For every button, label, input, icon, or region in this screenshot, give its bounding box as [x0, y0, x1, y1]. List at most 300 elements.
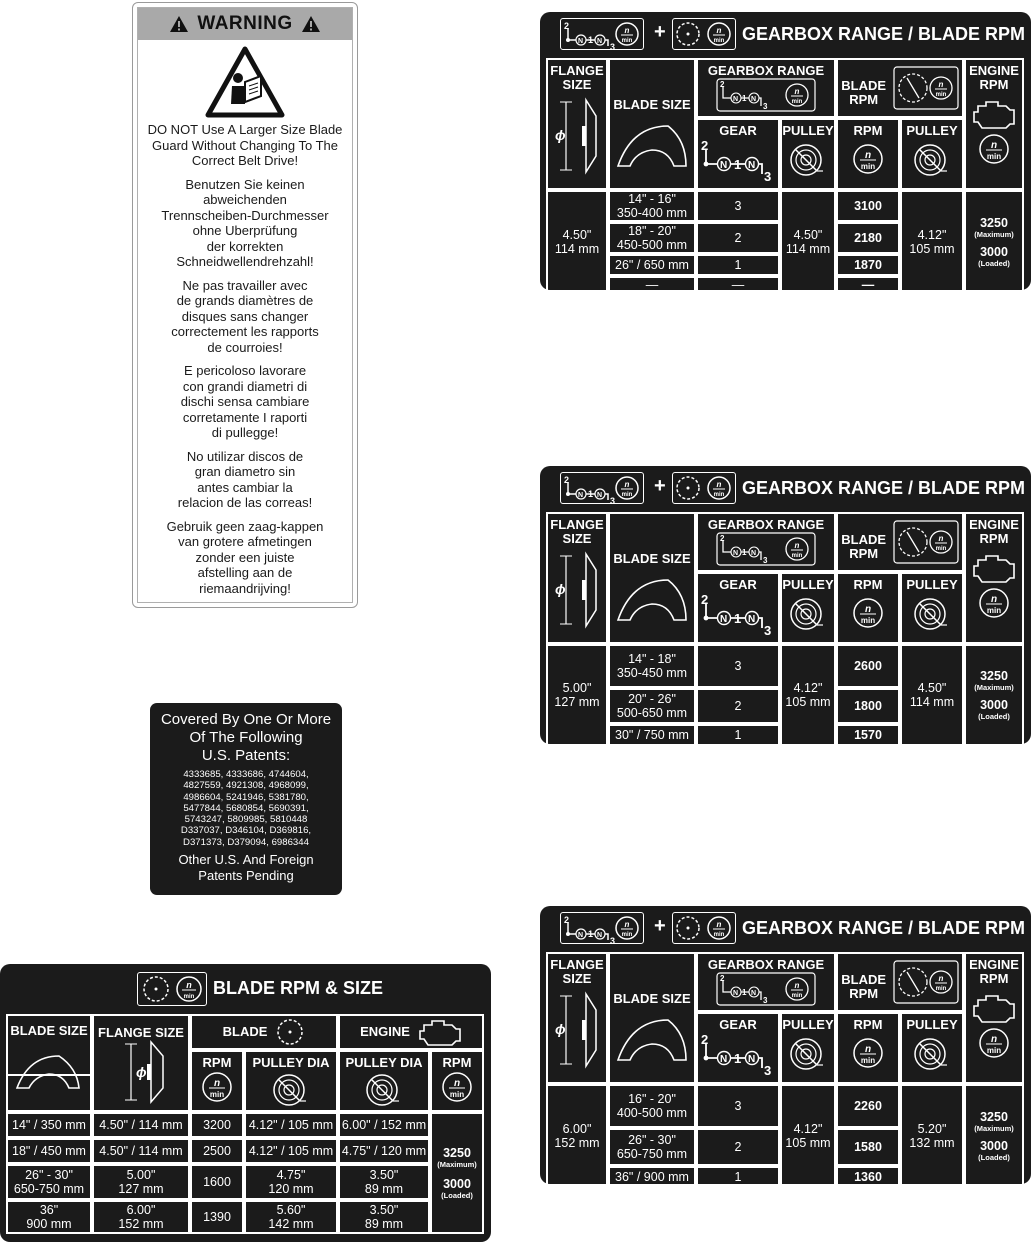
gear-value: 2 [696, 1128, 780, 1166]
rpm-icon-min: min [621, 38, 633, 44]
gear-label-one: 1 [588, 929, 594, 939]
engine-rpm-loaded-label: (Loaded) [978, 712, 1010, 721]
rpm-icon-n: n [213, 1078, 221, 1089]
gearbox-range-header [696, 952, 836, 1012]
warning-paragraph-en: DO NOT Use A Larger Size Blade Guard Without Changing To The Correct Belt Drive! [147, 122, 343, 168]
rpm-header [836, 572, 900, 644]
flange-size-value: 4.50" / 114 mm [92, 1138, 190, 1164]
gear-label-two: 2 [564, 21, 570, 31]
flange-size-header [546, 58, 608, 190]
rpm-label: RPM [202, 1055, 232, 1070]
blade-guard-icon [614, 120, 690, 170]
patent-decal [150, 703, 342, 895]
engine-pulley-header [338, 1050, 430, 1112]
blade-rpm-value: 3100 [836, 190, 900, 222]
engine-rpm-header [964, 952, 1024, 1084]
diameter-symbol: ϕ [136, 1064, 147, 1080]
gear-label-three: 3 [764, 623, 772, 636]
engine-icon [972, 550, 1016, 586]
plus-sign: + [654, 21, 666, 43]
blade-pulley-value: 4.50" 114 mm [900, 644, 964, 746]
engine-rpm-max: 3250 [980, 1110, 1008, 1124]
gear-label-two: 2 [564, 475, 570, 485]
blade-rpm-value: 1570 [836, 724, 900, 746]
rpm-icon-n: n [794, 87, 800, 96]
blade-rpm-label: BLADE RPM [841, 972, 887, 1001]
blade-guard-icon [614, 574, 690, 624]
rpm-icon-n: n [990, 1034, 998, 1045]
gear-label-one: 1 [742, 988, 747, 997]
pulley-icon [786, 138, 830, 182]
rpm-icon [614, 21, 640, 47]
rpm-header [836, 118, 900, 190]
blade-rpm-value: 2260 [836, 1084, 900, 1128]
flange-size-value: 6.00" 152 mm [546, 1084, 608, 1188]
engine-pulley-value: 3.50" 89 mm [338, 1164, 430, 1200]
rpm-label: RPM [853, 123, 883, 138]
gearbox-range-label: GEARBOX RANGE [707, 957, 825, 972]
rpm-header [836, 1012, 900, 1084]
engine-rpm-header [430, 1050, 484, 1112]
blade-size-icon-cell [6, 1014, 92, 1112]
pulley-label: PULLEY [906, 1017, 958, 1032]
gear-pulley-value: 4.12" 105 mm [780, 644, 836, 746]
blade-size-label: BLADE SIZE [613, 991, 691, 1006]
gear-header [696, 118, 780, 190]
blade-icon [674, 914, 702, 942]
patent-footer: Other U.S. And Foreign Patents Pending [178, 852, 314, 883]
engine-rpm-max: 3250 [980, 216, 1008, 230]
gear-label-one: 1 [588, 35, 594, 45]
flange-icon [552, 550, 602, 630]
rpm-icon-n: n [624, 26, 630, 35]
rpm-icon [200, 1070, 234, 1104]
warning-triangle-icon [301, 15, 321, 33]
blade-rpm-icon [893, 66, 959, 114]
gear-label-neutral: N [578, 38, 584, 45]
flange-icon [552, 990, 602, 1070]
flange-size-header [92, 1014, 190, 1112]
gear-label-neutral: N [597, 492, 603, 499]
gear-label: GEAR [719, 577, 757, 592]
flange-size-label: FLANGE SIZE [550, 63, 604, 92]
warning-header [138, 8, 352, 40]
flange-size-value: 5.00" 127 mm [546, 644, 608, 746]
rpm-icon-min: min [935, 986, 947, 992]
blade-pulley-value: 4.12" / 105 mm [244, 1112, 338, 1138]
gear-label-two: 2 [701, 592, 709, 607]
engine-rpm-label: ENGINE RPM [969, 957, 1019, 986]
blade-size-value: 14" / 350 mm [6, 1112, 92, 1138]
blade-rpm-value: 1870 [836, 254, 900, 276]
rpm-icon [976, 586, 1012, 622]
blade-rpm-value: 3200 [190, 1112, 244, 1138]
rpm-icon-min: min [713, 492, 725, 498]
rpm-icon-min: min [986, 152, 1002, 161]
engine-label: ENGINE [360, 1024, 410, 1039]
pulley-label: PULLEY [782, 1017, 834, 1032]
engine-icon [972, 990, 1016, 1026]
engine-rpm-loaded-label: (Loaded) [441, 1191, 473, 1200]
flange-size-label: FLANGE SIZE [550, 517, 604, 546]
blade-rpm-size-title: BLADE RPM & SIZE [213, 978, 384, 998]
rpm-icon [440, 1070, 474, 1104]
blade-pulley-header [900, 118, 964, 190]
gear-value: 3 [696, 190, 780, 222]
engine-rpm-max-label: (Maximum) [437, 1160, 477, 1169]
engine-rpm-max-label: (Maximum) [974, 683, 1014, 692]
gear-shift-icon [700, 592, 776, 636]
gearbox-range-header [696, 58, 836, 118]
pulley-icon [786, 592, 830, 636]
blade-rpm-label: BLADE RPM [841, 532, 887, 561]
blade-pulley-value: 4.75" 120 mm [244, 1164, 338, 1200]
engine-rpm-value [964, 644, 1024, 746]
rpm-icon-n: n [990, 140, 998, 151]
pulley-icon [269, 1070, 313, 1110]
rpm-icon-min: min [713, 932, 725, 938]
rpm-icon-min: min [860, 616, 876, 625]
gear-label-two: 2 [720, 534, 725, 543]
engine-pulley-value: 4.75" / 120 mm [338, 1138, 430, 1164]
rpm-icon-n: n [990, 594, 998, 605]
gear-label-neutral: N [748, 160, 756, 171]
pulley-dia-label: PULLEY DIA [252, 1055, 330, 1070]
rpm-icon-n: n [864, 1044, 872, 1055]
blade-guard-icon [13, 1052, 85, 1092]
gear-value: 3 [696, 644, 780, 688]
warning-text [138, 122, 352, 596]
blade-size-value: 26" - 30" 650-750 mm [6, 1164, 92, 1200]
engine-rpm-value [430, 1112, 484, 1234]
gearbox-range-icon [711, 78, 821, 114]
gear-shift-icon [700, 138, 776, 182]
blade-pulley-value: 5.20" 132 mm [900, 1084, 964, 1188]
gear-label-three: 3 [764, 169, 772, 182]
rpm-icon [850, 142, 886, 178]
rpm-icon-n: n [938, 534, 944, 543]
engine-rpm-value [964, 1084, 1024, 1188]
gear-label-three: 3 [763, 102, 768, 111]
engine-pulley-value: 3.50" 89 mm [338, 1200, 430, 1234]
blade-size-label: BLADE SIZE [613, 551, 691, 566]
engine-rpm-max-label: (Maximum) [974, 230, 1014, 239]
engine-rpm-loaded: 3000 [443, 1177, 471, 1191]
gear-label-two: 2 [564, 915, 570, 925]
flange-size-value: 6.00" 152 mm [92, 1200, 190, 1234]
patent-numbers: 4333685, 4333686, 4744604, 4827559, 4921308, 4968099, 4986604, 5241946, 5381780, 5477844, 5680854, 5690391, 5743247, 5809985, 5810448 D337037, D346104, D369816, D371373, D379094, 6986344 [180, 769, 312, 848]
blade-rpm-header [190, 1050, 244, 1112]
rpm-icon-min: min [183, 994, 195, 1000]
gear-label-three: 3 [763, 996, 768, 1005]
gearbox-range-icon [711, 532, 821, 568]
gear-value: 2 [696, 688, 780, 724]
pulley-icon [362, 1070, 406, 1110]
rpm-icon [850, 1036, 886, 1072]
engine-icon [418, 1017, 462, 1047]
blade-label: BLADE [222, 1024, 268, 1039]
blade-rpm-value: 2600 [836, 644, 900, 688]
gear-label-neutral: N [733, 550, 739, 557]
gear-label-three: 3 [764, 1063, 772, 1076]
gear-value: 2 [696, 222, 780, 254]
warning-decal [132, 2, 358, 608]
gear-label-neutral: N [748, 614, 756, 625]
gear-pulley-value: 4.50" 114 mm [780, 190, 836, 294]
gear-label-neutral: N [578, 932, 584, 939]
gear-header [696, 572, 780, 644]
warning-title: WARNING [197, 13, 293, 34]
gear-label-one: 1 [734, 1051, 742, 1066]
rpm-icon-min: min [986, 1046, 1002, 1055]
blade-size-value: 18" / 450 mm [6, 1138, 92, 1164]
blade-size-header [608, 952, 696, 1084]
rpm-icon-n: n [716, 920, 722, 929]
gear-label-two: 2 [720, 80, 725, 89]
engine-rpm-label: ENGINE RPM [969, 517, 1019, 546]
rpm-icon [706, 915, 732, 941]
rpm-icon-min: min [935, 546, 947, 552]
engine-rpm-max-label: (Maximum) [974, 1124, 1014, 1133]
pulley-icon [910, 592, 954, 636]
rpm-label: RPM [853, 577, 883, 592]
blade-size-value: 36" / 900 mm [608, 1166, 696, 1188]
gearbox-title: GEARBOX RANGE / BLADE RPM [742, 918, 1026, 938]
rpm-icon-min: min [791, 553, 803, 559]
engine-rpm-loaded-label: (Loaded) [978, 1153, 1010, 1162]
blade-size-value: 30" / 750 mm [608, 724, 696, 746]
gear-label-neutral: N [597, 932, 603, 939]
gear-label-neutral: N [751, 990, 757, 997]
rpm-icon-min: min [860, 1056, 876, 1065]
gear-label-neutral: N [751, 96, 757, 103]
gear-label-one: 1 [734, 611, 742, 626]
rpm-icon-n: n [624, 480, 630, 489]
gear-label: GEAR [719, 1017, 757, 1032]
rpm-icon-n: n [794, 981, 800, 990]
blade-size-value: 14" - 16" 350-400 mm [608, 190, 696, 222]
gear-pulley-header [780, 1012, 836, 1084]
gear-label-one: 1 [742, 548, 747, 557]
rpm-icon-n: n [794, 541, 800, 550]
pulley-label: PULLEY [782, 123, 834, 138]
gear-label-three: 3 [610, 42, 616, 52]
rpm-icon-n: n [716, 26, 722, 35]
gearbox-decal [540, 906, 1031, 1184]
engine-rpm-value [964, 190, 1024, 294]
rpm-icon-n: n [938, 974, 944, 983]
blade-pulley-value: 4.12" / 105 mm [244, 1138, 338, 1164]
blade-pulley-header [900, 572, 964, 644]
warning-paragraph-de: Benutzen Sie keinen abweichenden Trennscheiben-Durchmesser ohne Uberprüfung der korrekten Schneidwellendrehzahl! [161, 176, 329, 269]
rpm-icon-min: min [621, 932, 633, 938]
gear-label-neutral: N [733, 96, 739, 103]
rpm-label: RPM [853, 1017, 883, 1032]
rpm-icon-n: n [716, 480, 722, 489]
blade-pulley-header [900, 1012, 964, 1084]
gear-value: 3 [696, 1084, 780, 1128]
gear-label-neutral: N [720, 1054, 728, 1065]
blade-rpm-label: BLADE RPM [841, 78, 887, 107]
rpm-icon [614, 915, 640, 941]
rpm-icon [976, 1026, 1012, 1062]
engine-rpm-max: 3250 [443, 1146, 471, 1160]
blade-size-value: 36" 900 mm [6, 1200, 92, 1234]
engine-rpm-header [964, 512, 1024, 644]
gear-label-two: 2 [701, 1032, 709, 1047]
warning-paragraph-it: E pericoloso lavorare con grandi diametri di dischi sensa cambiare corretamente I raporti di pullegge! [180, 363, 310, 440]
blade-size-value: 20" - 26" 500-650 mm [608, 688, 696, 724]
blade-rpm-header [836, 512, 964, 572]
gearbox-range-header [696, 512, 836, 572]
blade-rpm-value: 1600 [190, 1164, 244, 1200]
rpm-icon-min: min [209, 1090, 225, 1099]
gearbox-title: GEARBOX RANGE / BLADE RPM [742, 24, 1026, 44]
gear-label-neutral: N [720, 614, 728, 625]
rpm-icon-min: min [713, 38, 725, 44]
rpm-icon-n: n [864, 604, 872, 615]
blade-rpm-header [836, 952, 964, 1012]
gear-header [696, 1012, 780, 1084]
engine-rpm-max: 3250 [980, 669, 1008, 683]
rpm-icon-n: n [453, 1078, 461, 1089]
engine-pulley-value: 6.00" / 152 mm [338, 1112, 430, 1138]
warning-paragraph-nl: Gebruik geen zaag-kappen van grotere afmetingen zonder een juiste afstelling aan de riemaandrijving! [166, 518, 324, 596]
engine-rpm-label: ENGINE RPM [969, 63, 1019, 92]
diameter-symbol: ϕ [555, 1021, 566, 1037]
gear-pulley-header [780, 118, 836, 190]
gear-label-neutral: N [578, 492, 584, 499]
blade-rpm-icon [893, 960, 959, 1008]
blade-rpm-value: 2180 [836, 222, 900, 254]
plus-sign: + [654, 915, 666, 937]
blade-size-value: 18" - 20" 450-500 mm [608, 222, 696, 254]
rpm-icon-min: min [621, 492, 633, 498]
read-manual-icon [205, 46, 285, 118]
blade-rpm-value: 1360 [836, 1166, 900, 1188]
gear-label-neutral: N [597, 38, 603, 45]
blade-size-header [608, 58, 696, 190]
gear-label: GEAR [719, 123, 757, 138]
rpm-icon-min: min [860, 162, 876, 171]
gear-label-one: 1 [734, 157, 742, 172]
rpm-icon-n: n [938, 80, 944, 89]
blade-pulley-header [244, 1050, 338, 1112]
engine-rpm-header [964, 58, 1024, 190]
blade-guard-icon [614, 1014, 690, 1064]
rpm-icon-min: min [791, 99, 803, 105]
gear-pulley-header [780, 572, 836, 644]
gear-label-three: 3 [610, 936, 616, 946]
patent-heading: Covered By One Or More Of The Following U.S. Patents: [160, 711, 332, 764]
rpm-icon-n: n [624, 920, 630, 929]
gear-label-one: 1 [588, 489, 594, 499]
gear-label-neutral: N [733, 990, 739, 997]
blade-rpm-value: 1580 [836, 1128, 900, 1166]
rpm-icon-min: min [791, 993, 803, 999]
blade-rpm-value: 1390 [190, 1200, 244, 1234]
rpm-icon-n: n [864, 150, 872, 161]
flange-size-label: FLANGE SIZE [550, 957, 604, 986]
flange-icon [111, 1040, 171, 1104]
blade-pulley-value: 4.12" 105 mm [900, 190, 964, 294]
pulley-dia-label: PULLEY DIA [345, 1055, 423, 1070]
gear-value: 1 [696, 724, 780, 746]
blade-size-label: BLADE SIZE [613, 97, 691, 112]
blade-size-value: — [608, 276, 696, 294]
pulley-label: PULLEY [906, 577, 958, 592]
gearbox-decal [540, 12, 1031, 290]
flange-size-value: 4.50" 114 mm [546, 190, 608, 294]
engine-group-header [338, 1014, 484, 1050]
rpm-icon [175, 975, 203, 1003]
engine-rpm-loaded: 3000 [980, 245, 1008, 259]
blade-icon [141, 974, 171, 1004]
flange-size-header [546, 512, 608, 644]
flange-size-value: 5.00" 127 mm [92, 1164, 190, 1200]
blade-rpm-size-decal [0, 964, 491, 1242]
flange-size-value: 4.50" / 114 mm [92, 1112, 190, 1138]
engine-rpm-loaded: 3000 [980, 1139, 1008, 1153]
engine-rpm-loaded-label: (Loaded) [978, 259, 1010, 268]
rpm-icon-min: min [449, 1090, 465, 1099]
engine-icon [972, 96, 1016, 132]
blade-rpm-icon [893, 520, 959, 568]
blade-size-value: 14" - 18" 350-450 mm [608, 644, 696, 688]
blade-rpm-value: 2500 [190, 1138, 244, 1164]
flange-size-header [546, 952, 608, 1084]
rpm-icon-min: min [986, 606, 1002, 615]
gearbox-range-icon [711, 972, 821, 1008]
blade-rpm-value: 1800 [836, 688, 900, 724]
flange-size-label: FLANGE SIZE [98, 1025, 184, 1040]
blade-icon [674, 474, 702, 502]
blade-icon [674, 20, 702, 48]
warning-paragraph-es: No utilizar discos de gran diametro sin antes cambiar la relacion de las correas! [177, 448, 313, 510]
rpm-label: RPM [442, 1055, 472, 1070]
blade-rpm-value: — [836, 276, 900, 294]
gear-label-neutral: N [720, 160, 728, 171]
rpm-icon [706, 21, 732, 47]
blade-size-value: 16" - 20" 400-500 mm [608, 1084, 696, 1128]
engine-rpm-loaded: 3000 [980, 698, 1008, 712]
pulley-icon [910, 138, 954, 182]
pulley-icon [786, 1032, 830, 1076]
rpm-icon [976, 132, 1012, 168]
gear-shift-icon [700, 1032, 776, 1076]
gear-label-three: 3 [763, 556, 768, 565]
gear-pulley-value: 4.12" 105 mm [780, 1084, 836, 1188]
gearbox-decal [540, 466, 1031, 744]
rpm-icon [706, 475, 732, 501]
diameter-symbol: ϕ [555, 127, 566, 143]
pulley-icon [910, 1032, 954, 1076]
gear-label-two: 2 [701, 138, 709, 153]
gear-label-one: 1 [742, 94, 747, 103]
gearbox-range-label: GEARBOX RANGE [707, 63, 825, 78]
pulley-label: PULLEY [906, 123, 958, 138]
blade-icon [275, 1017, 305, 1047]
blade-size-label: BLADE SIZE [10, 1023, 88, 1038]
blade-group-header [190, 1014, 338, 1050]
warning-triangle-icon [169, 15, 189, 33]
rpm-icon [614, 475, 640, 501]
gear-label-neutral: N [751, 550, 757, 557]
blade-rpm-header [836, 58, 964, 118]
blade-size-header [608, 512, 696, 644]
gearbox-title: GEARBOX RANGE / BLADE RPM [742, 478, 1026, 498]
gearbox-range-label: GEARBOX RANGE [707, 517, 825, 532]
